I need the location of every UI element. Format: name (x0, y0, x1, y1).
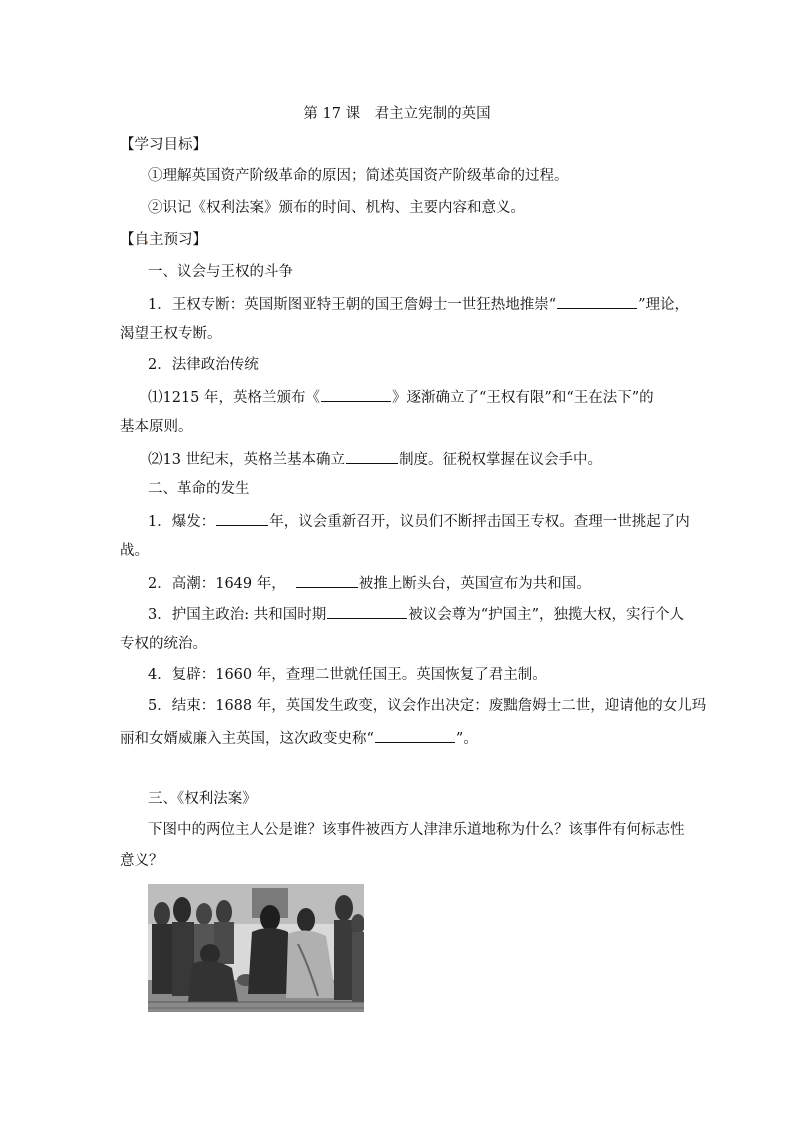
section-2-heading: 二、革命的发生 (148, 481, 250, 497)
s2-item-3 (148, 603, 708, 625)
s1-item-1-cont: 渴望王权专断。 (120, 326, 222, 342)
s1-item-2-2-text-b: 制度。征税权掌握在议会手中。 (399, 452, 603, 468)
fill-blank-6[interactable] (327, 603, 407, 619)
s2-item-5-text-c: ”。 (455, 731, 478, 747)
s2-item-3-text-a: 3．护国主政治: 共和国时期 (148, 607, 327, 623)
s2-item-2 (148, 572, 708, 594)
s2-item-1-cont: 战。 (120, 543, 149, 559)
fill-blank-2[interactable] (321, 386, 391, 402)
s1-item-1-text-a: 1．王权专断：英国斯图亚特王朝的国王詹姆士一世狂热地推崇“ (148, 297, 557, 313)
fill-blank-5[interactable] (296, 572, 358, 588)
page-title: 第 17 课 君主立宪制的英国 (303, 106, 491, 122)
preview-heading: 【自主预习】 (120, 232, 207, 248)
s2-item-5: 5．结束：1688 年，英国发生政变，议会作出决定：废黜詹姆士二世，迎请他的女儿玛 (148, 698, 707, 714)
s3-question: 下图中的两位主人公是谁？该事件被西方人津津乐道地称为什么？该事件有何标志性 (148, 822, 685, 838)
fill-blank-4[interactable] (216, 510, 268, 526)
engraving-illustration (148, 884, 364, 1012)
s2-item-5-text-b: 丽和女婿威廉入主英国，这次政变史称“ (120, 731, 374, 747)
s2-item-1-text-b: 年，议会重新召开，议员们不断抨击国王专权。查理一世挑起了内 (269, 514, 690, 530)
historical-engraving-image (148, 884, 364, 1012)
s3-question-cont: 意义？ (120, 853, 164, 869)
s1-item-2-1 (148, 386, 708, 408)
objective-2: ②识记《权利法案》颁布的时间、机构、主要内容和意义。 (148, 200, 525, 216)
s1-item-1-text-b: ”理论， (638, 297, 690, 313)
s2-item-4: 4．复辟：1660 年，查理二世就任国王。英国恢复了君主制。 (148, 667, 547, 683)
fill-blank-7[interactable] (375, 727, 455, 743)
fill-blank-3[interactable] (346, 448, 398, 464)
s2-item-3-cont: 专权的统治。 (120, 636, 207, 652)
s2-item-5-cont (120, 727, 680, 749)
s2-item-2-text-a: 2．高潮：1649 年， (148, 576, 286, 592)
s1-item-1 (148, 293, 708, 315)
s1-item-2-1-text-b: 》逐渐确立了“王权有限”和“王在法下”的 (392, 390, 654, 406)
objective-1: ①理解英国资产阶级革命的原因；简述英国资产阶级革命的过程。 (148, 168, 569, 184)
objectives-heading: 【学习目标】 (120, 137, 207, 153)
section-3-heading: 三、《权利法案》 (148, 791, 257, 807)
s2-item-3-text-b: 被议会尊为“护国主”，独揽大权，实行个人 (408, 607, 685, 623)
section-1-heading: 一、议会与王权的斗争 (148, 264, 293, 280)
s1-item-2-2 (148, 448, 708, 470)
s1-item-2: 2．法律政治传统 (148, 357, 259, 373)
s2-item-1 (148, 510, 708, 532)
fill-blank-1[interactable] (557, 293, 637, 309)
s1-item-2-1-text-a: ⑴1215 年，英格兰颁布《 (148, 390, 321, 406)
s1-item-2-1-cont: 基本原则。 (120, 419, 193, 435)
s2-item-1-text-a: 1．爆发： (148, 514, 216, 530)
s1-item-2-2-text-a: ⑵13 世纪末，英格兰基本确立 (148, 452, 346, 468)
s2-item-2-text-b: 被推上断头台，英国宣布为共和国。 (358, 576, 591, 592)
